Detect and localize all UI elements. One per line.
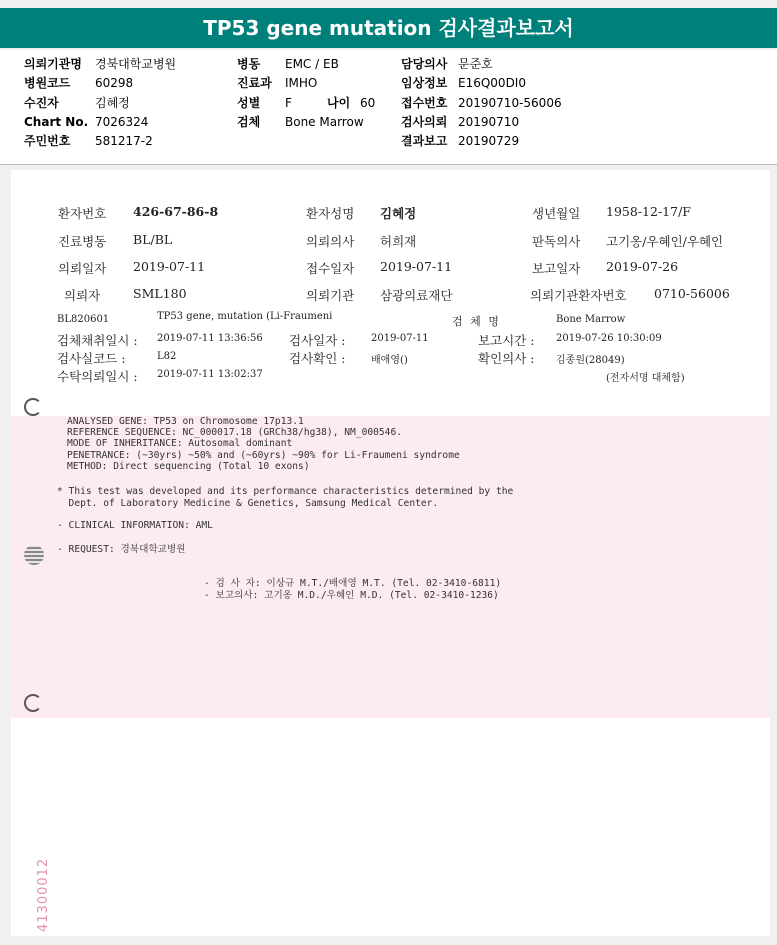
patient-id-label: 환자번호 — [58, 206, 107, 221]
clinical-information: - CLINICAL INFORMATION: AML — [57, 520, 213, 531]
request-date-value: 20190710 — [458, 115, 520, 129]
test-code: BL820601 — [57, 314, 110, 325]
report-time-value: 2019-07-26 10:30:09 — [556, 333, 662, 344]
sex-label: 성별 — [237, 96, 261, 110]
patient-id-value: 426-67-86-8 — [133, 204, 219, 219]
binder-hole-icon — [24, 398, 42, 416]
report-doctor-line: - 보고의사: 고기옹 M.D./우혜인 M.D. (Tel. 02-3410-1236) — [204, 590, 499, 601]
req-date-label: 의뢰일자 — [58, 261, 107, 276]
accession-no-label: 접수번호 — [401, 96, 448, 110]
patient-name-label: 환자성명 — [306, 206, 355, 221]
gene-line: PENETRANCE: (~30yrs) ~50% and (~60yrs) ~90% for Li-Fraumeni syndrome — [67, 450, 460, 461]
patient-value: 김혜정 — [95, 96, 130, 110]
lab-code-label: 검사실코드 : — [57, 351, 126, 366]
ward-report-value: BL/BL — [133, 232, 173, 247]
note-line: Dept. of Laboratory Medicine & Genetics, Samsung Medical Center. — [57, 498, 439, 509]
req-doctor-value: 허희재 — [380, 234, 417, 249]
specimen-label: 검체 — [237, 115, 261, 129]
reader-label: 판독의사 — [532, 234, 581, 249]
req-date-value: 2019-07-11 — [133, 259, 206, 274]
dob-label: 생년월일 — [532, 206, 581, 221]
collect-label: 검체채취일시 : — [57, 333, 138, 348]
recv-date-value: 2019-07-11 — [380, 259, 453, 274]
specimen-value: Bone Marrow — [285, 115, 364, 129]
org-patient-no-value: 0710-56006 — [654, 286, 730, 301]
ward-label: 병동 — [237, 57, 261, 71]
confirm-doctor-value: 김종원(28049) — [556, 355, 625, 366]
report-time-label: 보고시간 : — [478, 333, 535, 348]
dob-value: 1958-12-17/F — [606, 204, 691, 219]
attending-doctor-value: 문준호 — [458, 57, 493, 71]
report-date-value: 2019-07-26 — [606, 259, 679, 274]
confirm-doctor-label: 확인의사 : — [478, 351, 535, 366]
gene-line: REFERENCE SEQUENCE: NC_000017.18 (GRCh38/hg38), NM_000546. — [67, 427, 403, 438]
result-report-label: 결과보고 — [401, 134, 448, 148]
resident-no-value: 581217-2 — [95, 134, 153, 148]
hospital-code-label: 병원코드 — [24, 76, 71, 90]
gene-line: METHOD: Direct sequencing (Total 10 exons) — [67, 461, 310, 472]
chart-no-label: Chart No. — [24, 115, 89, 129]
test-name: TP53 gene, mutation (Li-Fraumeni — [157, 311, 333, 322]
report-date-label: 보고일자 — [532, 261, 581, 276]
request-date-label: 검사의뢰 — [401, 115, 448, 129]
result-report-value: 20190729 — [458, 134, 520, 148]
resident-no-label: 주민번호 — [24, 134, 71, 148]
reader-value: 고기옹/우혜인/우혜인 — [606, 234, 724, 249]
received-value: 2019-07-11 13:02:37 — [157, 369, 263, 380]
request-line: - REQUEST: 경북대학교병원 — [57, 544, 186, 555]
collect-value: 2019-07-11 13:36:56 — [157, 333, 263, 344]
req-org-label: 의뢰기관 — [306, 288, 355, 303]
clinical-info-value: E16Q00DI0 — [458, 76, 526, 90]
recv-date-label: 접수일자 — [306, 261, 355, 276]
chart-no-value: 7026324 — [95, 115, 149, 129]
ward-value: EMC / EB — [285, 57, 339, 71]
test-date-value: 2019-07-11 — [371, 333, 429, 344]
org-patient-no-label: 의뢰기관환자번호 — [530, 288, 627, 303]
hospital-name-label: 의뢰기관명 — [24, 57, 82, 71]
header-info-panel — [0, 50, 777, 165]
tester-line: - 검 사 자: 이상규 M.T./배애영 M.T. (Tel. 02-3410-6811) — [204, 578, 502, 589]
attending-doctor-label: 담당의사 — [401, 57, 448, 71]
department-label: 진료과 — [237, 76, 272, 90]
age-value: 60 — [360, 96, 376, 110]
requester-value: SML180 — [133, 286, 187, 301]
patient-name-value: 김혜정 — [380, 206, 417, 221]
specimen-name-label: 검 체 명 — [452, 315, 501, 328]
accession-no-value: 20190710-56006 — [458, 96, 562, 110]
binder-hole-icon — [24, 694, 42, 712]
clinical-info-label: 임상정보 — [401, 76, 448, 90]
binder-hole-icon — [24, 545, 44, 565]
hospital-code-value: 60298 — [95, 76, 134, 90]
specimen-name-value: Bone Marrow — [556, 314, 626, 325]
sex-value: F — [285, 96, 292, 110]
test-date-label: 검사일자 : — [289, 333, 346, 348]
received-label: 수탁의뢰일시 : — [57, 369, 138, 384]
side-document-number: 41300012 — [36, 857, 51, 932]
req-doctor-label: 의뢰의사 — [306, 234, 355, 249]
gene-line: MODE OF INHERITANCE: Autosomal dominant — [67, 438, 293, 449]
patient-label: 수진자 — [24, 96, 59, 110]
hospital-name-value: 경북대학교병원 — [95, 57, 177, 71]
requester-label: 의뢰자 — [64, 288, 101, 303]
department-value: IMHO — [285, 76, 318, 90]
test-confirm-label: 검사확인 : — [289, 351, 346, 366]
note-line: * This test was developed and its performance characteristics determined by the — [57, 486, 514, 497]
report-title: TP53 gene mutation 검사결과보고서 — [0, 8, 777, 48]
esign-note: (전자서명 대체함) — [606, 373, 685, 384]
lab-code-value: L82 — [157, 351, 177, 362]
ward-report-label: 진료병동 — [58, 234, 107, 249]
req-org-value: 삼광의료재단 — [380, 288, 453, 303]
gene-line: ANALYSED GENE: TP53 on Chromosome 17p13.1 — [67, 416, 304, 427]
test-confirm-value: 배애영() — [371, 355, 408, 366]
age-label: 나이 — [327, 96, 351, 110]
